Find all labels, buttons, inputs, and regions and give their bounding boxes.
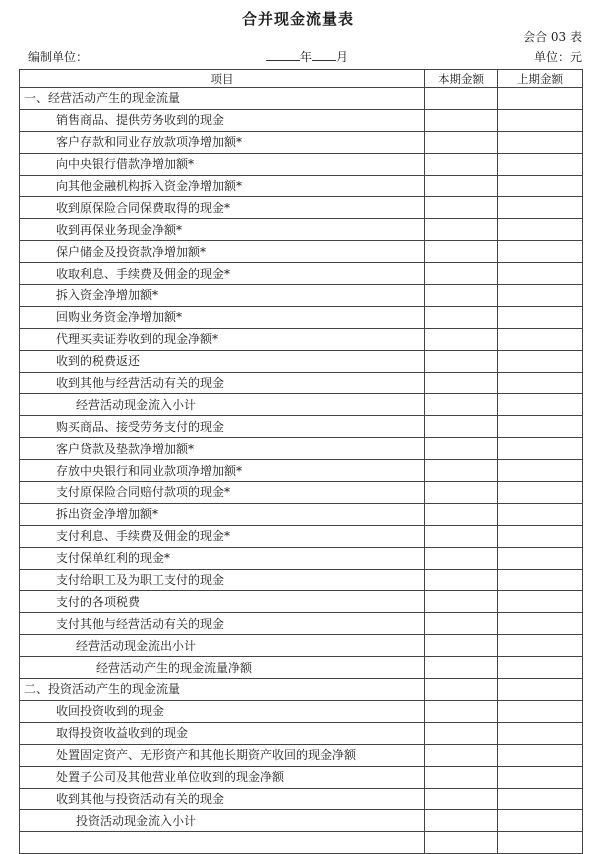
table-row [20,350,583,372]
table-row [20,109,583,131]
current-amount-cell[interactable] [425,285,498,307]
previous-amount-cell[interactable] [498,503,583,525]
row-item-label: 收取利息、手续费及佣金的现金* [20,263,425,285]
table-row [20,372,583,394]
table-row [20,219,583,241]
row-item-label: 拆入资金净增加额* [20,285,425,307]
previous-amount-cell[interactable] [498,263,583,285]
table-row [20,744,583,766]
row-item-label: 保户储金及投资款净增加额* [20,241,425,263]
previous-amount-cell[interactable] [498,482,583,504]
previous-amount-cell[interactable] [498,788,583,810]
previous-amount-cell[interactable] [498,700,583,722]
table-row [20,503,583,525]
table-row [20,788,583,810]
table-row [20,306,583,328]
table-row [20,153,583,175]
current-amount-cell[interactable] [425,350,498,372]
current-amount-cell[interactable] [425,263,498,285]
table-row [20,722,583,744]
table-header-row [20,70,583,88]
row-item-label: 一、经营活动产生的现金流量 [20,88,425,110]
table-row [20,131,583,153]
previous-amount-cell[interactable] [498,372,583,394]
previous-amount-cell[interactable] [498,547,583,569]
row-item-label: 拆出资金净增加额* [20,503,425,525]
row-item-label: 销售商品、提供劳务收到的现金 [20,109,425,131]
previous-amount-cell[interactable] [498,657,583,679]
header-previous-amount: 上期金额 [498,70,583,88]
current-amount-cell[interactable] [425,679,498,701]
row-item-label: 支付保单红利的现金* [20,547,425,569]
table-row [20,197,583,219]
table-row [20,285,583,307]
month-blank[interactable] [312,48,336,61]
current-amount-cell[interactable] [425,569,498,591]
current-amount-cell[interactable] [425,241,498,263]
current-amount-cell[interactable] [425,438,498,460]
compiler-label: 编制单位： [28,50,89,64]
row-item-label: 处置固定资产、无形资产和其他长期资产收回的现金净额 [20,744,425,766]
row-item-label: 支付的各项税费 [20,591,425,613]
table-row [20,88,583,110]
current-amount-cell[interactable] [425,547,498,569]
report-title: 合并现金流量表 [241,10,354,28]
current-amount-cell[interactable] [425,525,498,547]
cash-flow-table [19,69,583,854]
previous-amount-cell[interactable] [498,197,583,219]
current-amount-cell[interactable] [425,153,498,175]
year-label: 年 [300,50,313,64]
current-amount-cell[interactable] [425,613,498,635]
previous-amount-cell[interactable] [498,109,583,131]
current-amount-cell[interactable] [425,788,498,810]
row-item-label: 收到其他与投资活动有关的现金 [20,788,425,810]
row-item-label: 购买商品、接受劳务支付的现金 [20,416,425,438]
previous-amount-cell[interactable] [498,328,583,350]
row-item-label: 收到其他与经营活动有关的现金 [20,372,425,394]
current-amount-cell[interactable] [425,306,498,328]
previous-amount-cell[interactable] [498,350,583,372]
table-row [20,591,583,613]
currency-unit: 单位：元 [533,50,582,64]
row-item-label: 收到的税费返还 [20,350,425,372]
previous-amount-cell[interactable] [498,88,583,110]
report-meta-row [20,48,582,66]
row-item-label: 支付给职工及为职工支付的现金 [20,569,425,591]
row-item-label: 收到原保险合同保费取得的现金* [20,197,425,219]
row-item-label: 投资活动现金流入小计 [20,810,425,832]
row-item-label: 收到再保业务现金净额* [20,219,425,241]
table-row [20,175,583,197]
previous-amount-cell[interactable] [498,285,583,307]
previous-amount-cell[interactable] [498,460,583,482]
row-item-label: 向中央银行借款净增加额* [20,153,425,175]
form-code: 会合 03 表 [523,30,582,44]
previous-amount-cell[interactable] [498,219,583,241]
previous-amount-cell[interactable] [498,131,583,153]
current-amount-cell[interactable] [425,744,498,766]
row-item-label: 支付利息、手续费及佣金的现金* [20,525,425,547]
table-row [20,657,583,679]
current-amount-cell[interactable] [425,766,498,788]
row-item-label: 取得投资收益收到的现金 [20,722,425,744]
table-row [20,241,583,263]
previous-amount-cell[interactable] [498,525,583,547]
row-item-label: 经营活动现金流入小计 [20,394,425,416]
header-item: 项目 [20,70,425,88]
current-amount-cell[interactable] [425,219,498,241]
row-item-label: 经营活动现金流出小计 [20,635,425,657]
current-amount-cell[interactable] [425,328,498,350]
previous-amount-cell[interactable] [498,591,583,613]
table-row [20,613,583,635]
table-row [20,679,583,701]
row-item-label: 回购业务资金净增加额* [20,306,425,328]
table-row [20,460,583,482]
table-row [20,416,583,438]
table-row [20,547,583,569]
current-amount-cell[interactable] [425,131,498,153]
row-item-label: 客户贷款及垫款净增加额* [20,438,425,460]
current-amount-cell[interactable] [425,635,498,657]
current-amount-cell[interactable] [425,700,498,722]
current-amount-cell[interactable] [425,394,498,416]
table-row [20,810,583,832]
previous-amount-cell[interactable] [498,722,583,744]
current-amount-cell[interactable] [425,88,498,110]
table-row [20,482,583,504]
table-row [20,635,583,657]
report-date [266,48,348,65]
row-item-label: 二、投资活动产生的现金流量 [20,679,425,701]
table-row [20,569,583,591]
table-row [20,438,583,460]
row-item-label: 支付其他与经营活动有关的现金 [20,613,425,635]
header-current-amount: 本期金额 [425,70,498,88]
current-amount-cell[interactable] [425,482,498,504]
current-amount-cell[interactable] [425,810,498,832]
current-amount-cell[interactable] [425,175,498,197]
current-amount-cell[interactable] [425,591,498,613]
previous-amount-cell[interactable] [498,635,583,657]
previous-amount-cell[interactable] [498,613,583,635]
previous-amount-cell[interactable] [498,394,583,416]
row-item-label: 支付原保险合同赔付款项的现金* [20,482,425,504]
current-amount-cell[interactable] [425,416,498,438]
previous-amount-cell[interactable] [498,679,583,701]
table-body [20,88,583,854]
year-blank[interactable] [266,48,300,61]
table-row [20,525,583,547]
table-row [20,700,583,722]
table-row [20,263,583,285]
previous-amount-cell[interactable] [498,766,583,788]
previous-amount-cell[interactable] [498,416,583,438]
row-item-label: 收回投资收到的现金 [20,700,425,722]
previous-amount-cell[interactable] [498,175,583,197]
table-row [20,766,583,788]
row-item-label: 代理买卖证券收到的现金净额* [20,328,425,350]
row-item-label: 客户存款和同业存放款项净增加额* [20,131,425,153]
previous-amount-cell[interactable] [498,438,583,460]
current-amount-cell[interactable] [425,657,498,679]
current-amount-cell[interactable] [425,197,498,219]
previous-amount-cell[interactable] [498,153,583,175]
previous-amount-cell[interactable] [498,810,583,832]
current-amount-cell[interactable] [425,372,498,394]
table-row [20,394,583,416]
previous-amount-cell[interactable] [498,569,583,591]
row-item-label: 向其他金融机构拆入资金净增加额* [20,175,425,197]
month-label: 月 [336,50,349,64]
current-amount-cell[interactable] [425,109,498,131]
current-amount-cell[interactable] [425,460,498,482]
row-item-label: 存放中央银行和同业款项净增加额* [20,460,425,482]
row-item-label: 经营活动产生的现金流量净额 [20,657,425,679]
previous-amount-cell[interactable] [498,306,583,328]
previous-amount-cell[interactable] [498,744,583,766]
previous-amount-cell[interactable] [498,241,583,263]
table-row [20,328,583,350]
current-amount-cell[interactable] [425,722,498,744]
current-amount-cell[interactable] [425,503,498,525]
row-item-label: 处置子公司及其他营业单位收到的现金净额 [20,766,425,788]
